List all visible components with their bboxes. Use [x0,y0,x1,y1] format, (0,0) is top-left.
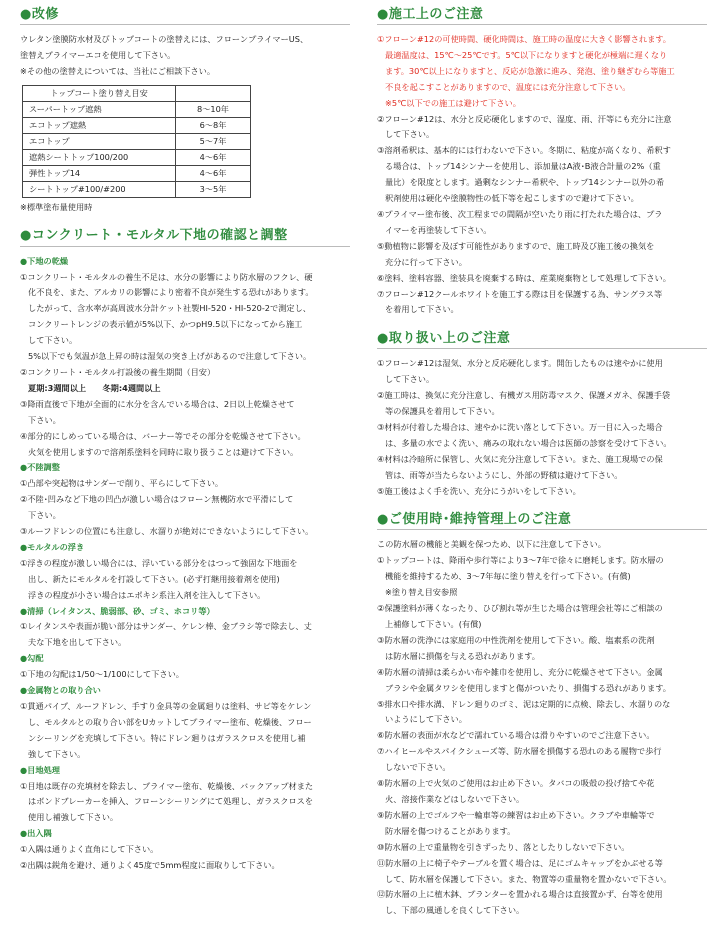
warning-line: 最適温度は、15℃〜25℃です。5℃以下になりますと硬化が極端に遅くなり [385,49,668,60]
text-line: 使用し補強して下さい。 [28,812,119,823]
text-line: 防水層を傷つけることがあります。 [385,825,516,836]
text-line: ※塗り替え目安参照 [385,587,458,598]
table-header-empty [176,85,251,101]
text-line: ⑤動植物に影響を及ぼす可能性がありますので、施工時及び施工後の換気を [377,240,655,251]
table-note: ※標準塗布量使用時 [20,201,93,212]
warning-line: ※5℃以下での施工は避けて下さい。 [385,97,521,108]
subheading-lifting: ●モルタルの浮き [20,541,85,552]
section-concrete-heading [20,222,350,247]
section-handling-heading [377,324,707,349]
section-title: ●改修 [20,6,59,22]
text-line: 量比）を限度とします。過剰なシンナー希釈や、トップ14シンナー以外の希 [385,177,665,188]
section-title: ●ご使用時･維持管理上のご注意 [377,511,572,527]
text-line: し、下部の風通しを良くして下さい。 [385,905,525,916]
table-row [23,117,251,133]
text-line: して、防水層を保護して下さい。また、物置等の重量物を置かないで下さい。 [385,873,672,884]
text-line: ③ルーフドレンの位置にも注意し、水溜りが絶対にできないようにして下さい。 [20,526,314,537]
text-line: ウレタン塗膜防水材及びトップコートの塗替えには、フローンプライマーUS、 [20,34,309,44]
text-line: 上補修して下さい。(有償) [385,619,482,629]
text-line: 夫な下地を出して下さい。 [28,637,127,648]
text-line: ②不陸･凹みなど下地の凹凸が激しい場合はフローン無機防水で平滑にして [20,494,294,505]
text-line: ②出隅は鋭角を避け、通りよく45度で5mm程度に面取りして下さい。 [20,860,280,871]
text-line: ③防水層の洗浄には家庭用の中性洗剤を使用して下さい。酸、塩素系の洗剤 [377,634,655,645]
recoat-guide-table [22,85,251,198]
text-line: ①レイタンスや表面が脆い部分はサンダー、ケレン棒、金ブラシ等で除去し、丈 [20,621,312,632]
text-line: ⑩防水層の上で重量物を引きずったり、落としたりしないで下さい。 [377,841,630,852]
text-line: ③溶剤希釈は、基本的には行わないで下さい。冬期に、粘度が高くなり、希釈す [377,145,671,156]
text-line-curing-period: 夏期:3週間以上 冬期:4週間以上 [28,382,161,393]
table-row [23,133,251,149]
text-line: ③降雨直後で下地が全面的に水分を含んでいる場合は、2日以上乾燥させて [20,398,295,409]
text-line: ⑤施工後はよく手を洗い、充分にうがいをして下さい。 [377,485,581,496]
text-line: ンシーリングを充填して下さい。特にドレン廻りはガラスクロスを使用し補 [28,732,306,743]
text-line: 下さい。 [28,414,61,425]
text-line: この防水層の機能と美観を保つため、以下に注意して下さい。 [377,539,606,550]
text-line: ②保護塗料が薄くなったり、ひび割れ等が生じた場合は管理会社等にご相談の [377,603,663,614]
text-line: 等の保護具を着用して下さい。 [385,406,500,417]
text-line: 化不良を、また、アルカリの影響により密着不良が発生する恐れがあります。 [28,287,314,298]
text-line: ⑧防水層の上で火気のご使用はお止め下さい。タバコの吸殻の投げ捨てや花 [377,778,655,789]
text-line: 出し、新たにモルタルを打設して下さい。(必ず打継用接着剤を使用) [28,573,280,584]
section-construction-heading [377,0,707,25]
subheading-hardware: ●金属物との取り合い [20,685,101,696]
product-cell: エコトップ [23,133,176,149]
text-line: 管は、雨等が当たらないようにし、外部の野積は避けて下さい。 [385,469,623,480]
text-line: ①浮きの程度が激しい場合には、浮いている部分をはつって強固な下地面を [20,557,298,568]
text-line: 釈剤使用は硬化や塗膜物性の低下等を起こしますので避けて下さい。 [385,193,639,204]
text-line: ※その他の塗替えについては、当社にご相談下さい。 [20,65,216,76]
section-title: ●取り扱い上のご注意 [377,330,511,346]
text-line: ④材料は冷暗所に保管し、火気に充分注意して下さい。また、施工現場での保 [377,453,663,464]
years-cell: 3〜5年 [176,181,251,197]
subheading-irregular: ●不陸調整 [20,462,60,473]
section-maintenance-heading [377,505,707,530]
table-row [23,101,251,117]
text-line: 下さい。 [28,510,61,521]
text-line: しないで下さい。 [385,762,451,773]
subheading-corners: ●出入隅 [20,828,52,839]
product-cell: スーパートップ遮熱 [23,101,176,117]
section-title: ●施工上のご注意 [377,6,484,22]
product-cell: エコトップ遮熱 [23,117,176,133]
text-line: 浮きの程度が小さい場合はエポキシ系注入剤を注入して下さい。 [28,589,266,600]
text-line: ⑥塗料、塗料容器、塗装具を廃棄する時は、産業廃棄物として処理して下さい。 [377,272,671,283]
text-line: イマーを再塗装して下さい。 [385,224,492,235]
years-cell: 8〜10年 [176,101,251,117]
text-line: したがって、含水率が高周波水分計ケット社製HI-520・HI-520-2で測定し、 [28,303,311,314]
table-header: トップコート塗り替え目安 [23,85,176,101]
text-line: 塗替えプライマーエコを使用して下さい。 [20,49,176,60]
text-line: ①貫通パイプ、ルーフドレン、手すり金具等の金属廻りは塗料、サビ等をケレン [20,701,312,711]
text-line: 充分に行って下さい。 [385,256,467,267]
table-row [23,149,251,165]
warning-line: ①フローン#12の可使時間、硬化時間は、施工時の温度に大きく影響されます。 [377,34,671,44]
text-line: ④プライマー塗布後、次工程までの間隔が空いたり雨に打たれた場合は、プラ [377,208,663,219]
text-line: して下さい。 [385,129,435,140]
text-line: ④防水層の清掃は柔らかい布や雑巾を使用し、充分に乾燥させて下さい。金属 [377,666,663,677]
text-line: ①コンクリート・モルタルの養生不足は、水分の影響により防水層のフクレ、硬 [20,271,313,282]
text-line: はボンドブレーカーを挿入、フローンシーリングにて処理し、ガラスクロスを [28,796,314,807]
text-line: 強して下さい。 [28,748,86,759]
left-column [20,0,350,874]
text-line: ⑫防水層の上に植木鉢、プランターを置かれる場合は直接置かず、台等を使用 [377,889,663,900]
text-line: ①トップコートは、降雨や歩行等により3〜7年で徐々に磨耗します。防水層の [377,555,664,566]
text-line: ①凸部や突起物はサンダーで削り、平らにして下さい。 [20,478,224,489]
subheading-joints: ●目地処理 [20,764,60,775]
warning-line: ます。30℃以上になりますと、反応が急激に進み、発泡、塗り継ぎむら等施工 [385,65,675,76]
subheading-slope: ●勾配 [20,653,44,664]
text-line: ⑨防水層の上でゴルフや一輪車等の練習はお止め下さい。クラブや車輪等で [377,809,655,820]
subheading-drying: ●下地の乾燥 [20,255,69,266]
text-line: 5%以下でも気温が急上昇の時は湿気の突き上げがあるので注意して下さい。 [28,351,312,362]
right-column [377,0,707,919]
text-line: ②施工時は、換気に充分注意し、有機ガス用防毒マスク、保護メガネ、保護手袋 [377,390,671,401]
product-cell: 遮熱シートトップ100/200 [23,149,176,165]
text-line: ⑪防水層の上に椅子やテーブルを置く場合は、足にゴムキャップをかぶせる等 [377,857,663,868]
text-line: ②フローン#12は、水分と反応硬化しますので、湿度、雨、汗等にも充分に注意 [377,113,672,124]
text-line: して下さい。 [385,374,435,385]
text-line: 火、溶接作業などはしないで下さい。 [385,793,525,804]
text-line: ①フローン#12は湿気、水分と反応硬化します。開缶したものは速やかに使用 [377,358,663,369]
text-line: ブラシや金属タワシを使用しますと傷がついたり、損傷する恐れがあります。 [385,682,671,693]
text-line: 機能を維持するため、3〜7年毎に塗り替えを行って下さい。(有償) [385,571,631,582]
subheading-cleaning: ●清掃（レイタンス、脆弱部、砂、ゴミ、ホコリ等） [20,605,215,616]
table-row [23,165,251,181]
text-line: ③材料が付着した場合は、速やかに洗い落として下さい。万一目に入った場合 [377,421,663,432]
text-line: し、モルタルとの取り合い部をUカットしてプライマー塗布、乾燥後、フロー [28,716,312,727]
text-line: は防水層に損傷を与える恐れがあります。 [385,650,540,661]
text-line: は、多量の水でよく洗い、痛みの取れない場合は医師の診察を受けて下さい。 [385,437,672,448]
text-line: して下さい。 [28,335,78,346]
text-line: いようにして下さい。 [385,714,467,725]
years-cell: 4〜6年 [176,149,251,165]
text-line: ①入隅は通りよく直角にして下さい。 [20,844,159,855]
text-line: 火気を使用しますので溶剤系塗料を同時に取り扱うことは避けて下さい。 [28,446,299,457]
section-renovation-heading [20,0,350,25]
section-title: ●コンクリート・モルタル下地の確認と調整 [20,228,288,244]
warning-line: 不良を起こすことがありますので、温度には充分注意して下さい。 [385,81,631,92]
years-cell: 4〜6年 [176,165,251,181]
text-line: ②コンクリート・モルタル打設後の養生期間（目安） [20,366,216,377]
years-cell: 5〜7年 [176,133,251,149]
text-line: ⑦フローン#12クールホワイトを施工する際は目を保護する為、サングラス等 [377,288,663,299]
product-cell: 弾性トップ14 [23,165,176,181]
table-header-row [23,85,251,101]
table-row [23,181,251,197]
text-line: ⑦ハイヒールやスパイクシューズ等、防水層を損傷する恐れのある履物で歩行 [377,746,662,757]
years-cell: 6〜8年 [176,117,251,133]
text-line: ④部分的にしめっている場合は、バーナー等でその部分を乾燥させて下さい。 [20,430,306,441]
text-line: ⑥防水層の表面が水などで濡れている場合は滑りやすいのでご注意下さい。 [377,730,655,741]
text-line: コンクリートレンジの表示値が5%以下、かつpH9.5以下になってから施工 [28,319,303,330]
text-line: る場合は、トップ14シンナーを使用し、添加量はA液･B液合計量の2%（重 [385,161,661,172]
text-line: ①下地の勾配は1/50〜1/100にして下さい。 [20,669,184,680]
text-line: ①目地は既存の充填材を除去し、プライマー塗布、乾燥後、バックアップ材また [20,780,314,791]
text-line: を着用して下さい。 [385,304,459,315]
text-line: ⑤排水口や排水溝、ドレン廻りのゴミ、泥は定期的に点検、除去し、水溜りのな [377,698,671,709]
product-cell: シートトップ#100/#200 [23,181,176,197]
